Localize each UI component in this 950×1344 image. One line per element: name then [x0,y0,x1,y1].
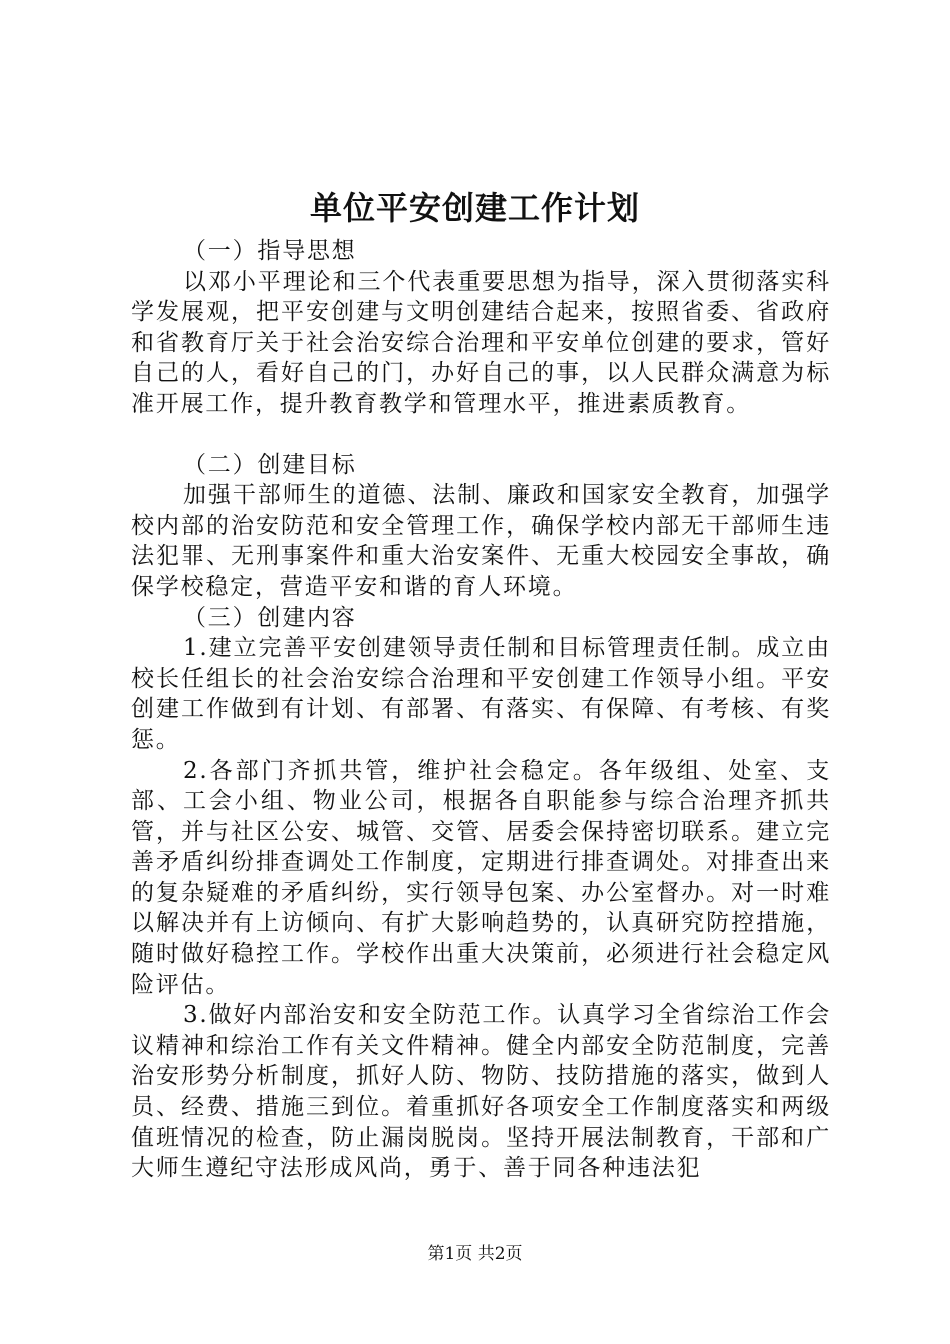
section-heading-goals: （二）创建目标 [183,451,357,478]
paragraph-guiding-ideology: 以邓小平理论和三个代表重要思想为指导，深入贯彻落实科学发展观，把平安创建与文明创建结合起来，按照省委、省政府和省教育厅关于社会治安综合治理和平安单位创建的要求，管好自己的人，看好自己的门，办好自己的事，以人民群众满意为标准开展工作，提升教育教学和管理水平，推进素质教育。 [131,268,831,417]
paragraph-content-item-3: 3.做好内部治安和安全防范工作。认真学习全省综治工作会议精神和综治工作有关文件精神。健全内部安全防范制度，完善治安形势分析制度，抓好人防、物防、技防措施的落实，做到人员、经费、措施三到位。着重抓好各项安全工作制度落实和两级值班情况的检查，防止漏岗脱岗。坚持开展法制教育，干部和广大师生遵纪守法形成风尚，勇于、善于同各种违法犯 [131,1002,831,1182]
page-number-footer: 第1页 共2页 [427,1244,523,1264]
paragraph-content-item-1: 1.建立完善平安创建领导责任制和目标管理责任制。成立由校长任组长的社会治安综合治理和平安创建工作领导小组。平安创建工作做到有计划、有部署、有落实、有保障、有考核、有奖惩。 [131,635,831,753]
section-heading-content: （三）创建内容 [183,604,357,631]
paragraph-spacer [131,420,831,450]
paragraph-goals: 加强干部师生的道德、法制、廉政和国家安全教育，加强学校内部的治安防范和安全管理工作，确保学校内部无干部师生违法犯罪、无刑事案件和重大治安案件、无重大校园安全事故，确保学校稳定，营造平安和谐的育人环境。 [131,482,831,600]
document-body [131,236,831,1184]
section-heading-guiding-ideology: （一）指导思想 [183,238,357,264]
paragraph-content-item-2: 2.各部门齐抓共管，维护社会稳定。各年级组、处室、支部、工会小组、物业公司，根据各自职能参与综合治理齐抓共管，并与社区公安、城管、交管、居委会保持密切联系。建立完善矛盾纠纷排查调处工作制度，定期进行排查调处。对排查出来的复杂疑难的矛盾纠纷，实行领导包案、办公室督办。对一时难以解决并有上访倾向、有扩大影响趋势的，认真研究防控措施，随时做好稳控工作。学校作出重大决策前，必须进行社会稳定风险评估。 [131,757,831,998]
document-title: 单位平安创建工作计划 [309,189,640,227]
